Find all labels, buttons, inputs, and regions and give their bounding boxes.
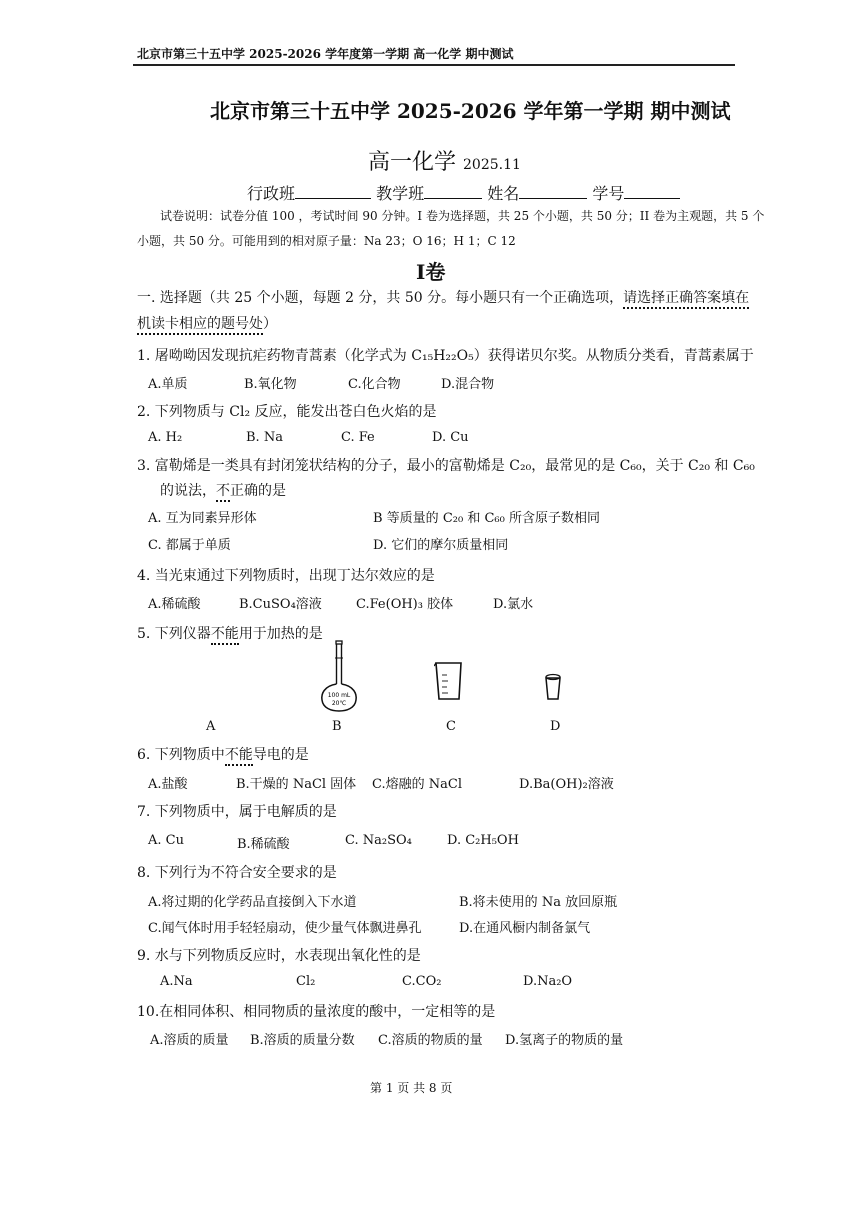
q4-option-a[interactable]: A.稀硫酸 xyxy=(148,597,201,612)
instructions-line-2: 小题，共 50 分。可能用到的相对原子量：Na 23；O 16；H 1；C 12 xyxy=(137,234,516,248)
q6-option-c[interactable]: C.熔融的 NaCl xyxy=(372,777,462,792)
q8-option-a[interactable]: A.将过期的化学药品直接倒入下水道 xyxy=(148,895,357,910)
q4-option-d[interactable]: D.氯水 xyxy=(493,597,534,612)
question-6 xyxy=(137,744,309,764)
section-instruction-cont xyxy=(137,313,277,333)
question-4: 4. 当光束通过下列物质时，出现丁达尔效应的是 xyxy=(137,568,435,584)
question-3: 3. 富勒烯是一类具有封闭笼状结构的分子，最小的富勒烯是 C₂₀，最常见的是 C₆₀，关于 C₂₀ 和 C₆₀ xyxy=(137,458,755,474)
q4-option-c[interactable]: C.Fe(OH)₃ 胶体 xyxy=(356,597,454,612)
header-rule xyxy=(133,64,735,66)
instructions-line-1: 试卷说明：试卷分值 100 ，考试时间 90 分钟。I 卷为选择题，共 25 个小题，共 50 分；II 卷为主观题，共 5 个 xyxy=(160,209,765,223)
q1-option-d[interactable]: D.混合物 xyxy=(441,377,495,392)
q1-option-a[interactable]: A.单质 xyxy=(148,377,188,392)
student-info-fields xyxy=(247,181,680,204)
question-9: 9. 水与下列物质反应时，水表现出氧化性的是 xyxy=(137,948,421,964)
q4-option-b[interactable]: B.CuSO₄溶液 xyxy=(239,597,322,612)
running-header: 北京市第三十五中学 2025-2026 学年度第一学期 高一化学 期中测试 xyxy=(137,47,514,61)
q5-label-b[interactable]: B xyxy=(332,719,342,734)
flask-label-temperature: 20℃ xyxy=(331,700,347,707)
exam-title: 北京市第三十五中学 2025-2026 学年第一学期 期中测试 xyxy=(210,99,731,123)
q9-option-a[interactable]: A.Na xyxy=(160,974,193,989)
instruction-text: 一. 选择题（共 25 个小题，每题 2 分，共 50 分。每小题只有一个正确选项， xyxy=(137,290,624,306)
flask-label-volume: 100 mL xyxy=(327,692,351,699)
q2-option-b[interactable]: B. Na xyxy=(246,430,283,445)
q8-option-c[interactable]: C.闻气体时用手轻轻扇动，使少量气体飘进鼻孔 xyxy=(148,921,422,936)
q5-label-d[interactable]: D xyxy=(550,719,561,734)
q3-option-b[interactable]: B 等质量的 C₂₀ 和 C₆₀ 所含原子数相同 xyxy=(373,511,600,526)
instruction-close: ） xyxy=(263,316,277,332)
q1-option-c[interactable]: C.化合物 xyxy=(348,377,401,392)
question-5 xyxy=(137,623,323,643)
q3-option-a[interactable]: A. 互为同素异形体 xyxy=(148,511,257,526)
q6-option-b[interactable]: B.干燥的 NaCl 固体 xyxy=(236,777,357,792)
subject-date: 2025.11 xyxy=(463,157,521,173)
beaker-image xyxy=(434,661,464,701)
q6-option-a[interactable]: A.盐酸 xyxy=(148,777,188,792)
field-id-blank[interactable] xyxy=(624,184,680,199)
field-name-label: 姓名 xyxy=(487,184,520,203)
q5-text-end: 用于加热的是 xyxy=(238,626,323,642)
q8-option-d[interactable]: D.在通风橱内制备氯气 xyxy=(459,921,591,936)
q9-option-b[interactable]: Cl₂ xyxy=(296,974,316,989)
q5-label-c[interactable]: C xyxy=(446,719,456,734)
q2-option-d[interactable]: D. Cu xyxy=(432,430,469,445)
question-1: 1. 屠呦呦因发现抗疟药物青蒿素（化学式为 C₁₅H₂₂O₅）获得诺贝尔奖。从物质分类看，青蒿素属于 xyxy=(137,348,754,364)
page-footer: 第 1 页 共 8 页 xyxy=(370,1081,453,1095)
question-10: 10.在相同体积、相同物质的量浓度的酸中，一定相等的是 xyxy=(137,1004,496,1020)
q7-option-d[interactable]: D. C₂H₅OH xyxy=(447,833,519,848)
q8-option-b[interactable]: B.将未使用的 Na 放回原瓶 xyxy=(459,895,618,910)
question-8: 8. 下列行为不符合安全要求的是 xyxy=(137,865,337,881)
field-class-label: 行政班 xyxy=(247,184,296,203)
q1-option-b[interactable]: B.氧化物 xyxy=(244,377,297,392)
q5-text: 5. 下列仪器 xyxy=(137,626,211,642)
q9-option-d[interactable]: D.Na₂O xyxy=(523,974,573,989)
q3-text-end: 正确的是 xyxy=(230,483,286,499)
q3-text: 的说法， xyxy=(160,483,216,499)
q10-option-a[interactable]: A.溶质的质量 xyxy=(150,1033,229,1048)
subject-name: 高一化学 xyxy=(368,150,457,175)
q3-option-d[interactable]: D. 它们的摩尔质量相同 xyxy=(373,538,509,553)
q3-option-c[interactable]: C. 都属于单质 xyxy=(148,538,231,553)
q10-option-d[interactable]: D.氢离子的物质的量 xyxy=(505,1033,624,1048)
field-teaching-class-blank[interactable] xyxy=(424,184,482,199)
q9-option-c[interactable]: C.CO₂ xyxy=(402,974,442,989)
q5-emphasis: 不能 xyxy=(211,626,239,645)
subject-title xyxy=(368,145,521,176)
q2-option-c[interactable]: C. Fe xyxy=(341,430,375,445)
section-instruction xyxy=(137,287,749,307)
crucible-image xyxy=(544,673,562,701)
question-3-cont xyxy=(160,480,286,500)
q6-emphasis: 不能 xyxy=(225,747,253,766)
q6-option-d[interactable]: D.Ba(OH)₂溶液 xyxy=(519,777,614,792)
field-id-label: 学号 xyxy=(592,184,625,203)
section-title: I卷 xyxy=(416,260,446,284)
q2-option-a[interactable]: A. H₂ xyxy=(148,430,183,445)
q6-text: 6. 下列物质中 xyxy=(137,747,225,763)
field-name-blank[interactable] xyxy=(519,184,587,199)
question-7: 7. 下列物质中，属于电解质的是 xyxy=(137,804,337,820)
q3-emphasis: 不 xyxy=(216,483,230,502)
question-2: 2. 下列物质与 Cl₂ 反应，能发出苍白色火焰的是 xyxy=(137,404,437,420)
q10-option-b[interactable]: B.溶质的质量分数 xyxy=(250,1033,355,1048)
field-teaching-class-label: 教学班 xyxy=(376,184,425,203)
q10-option-c[interactable]: C.溶质的物质的量 xyxy=(378,1033,483,1048)
q7-option-a[interactable]: A. Cu xyxy=(148,833,184,848)
instruction-emphasis: 请选择正确答案填在 xyxy=(623,290,749,309)
q5-label-a[interactable]: A xyxy=(206,719,216,734)
instruction-emphasis-2: 机读卡相应的题号处 xyxy=(137,316,263,335)
volumetric-flask-image xyxy=(320,640,358,712)
q6-text-end: 导电的是 xyxy=(252,747,309,763)
q7-option-b[interactable]: B.稀硫酸 xyxy=(237,837,290,852)
field-class-blank[interactable] xyxy=(295,184,371,199)
q7-option-c[interactable]: C. Na₂SO₄ xyxy=(345,833,412,848)
